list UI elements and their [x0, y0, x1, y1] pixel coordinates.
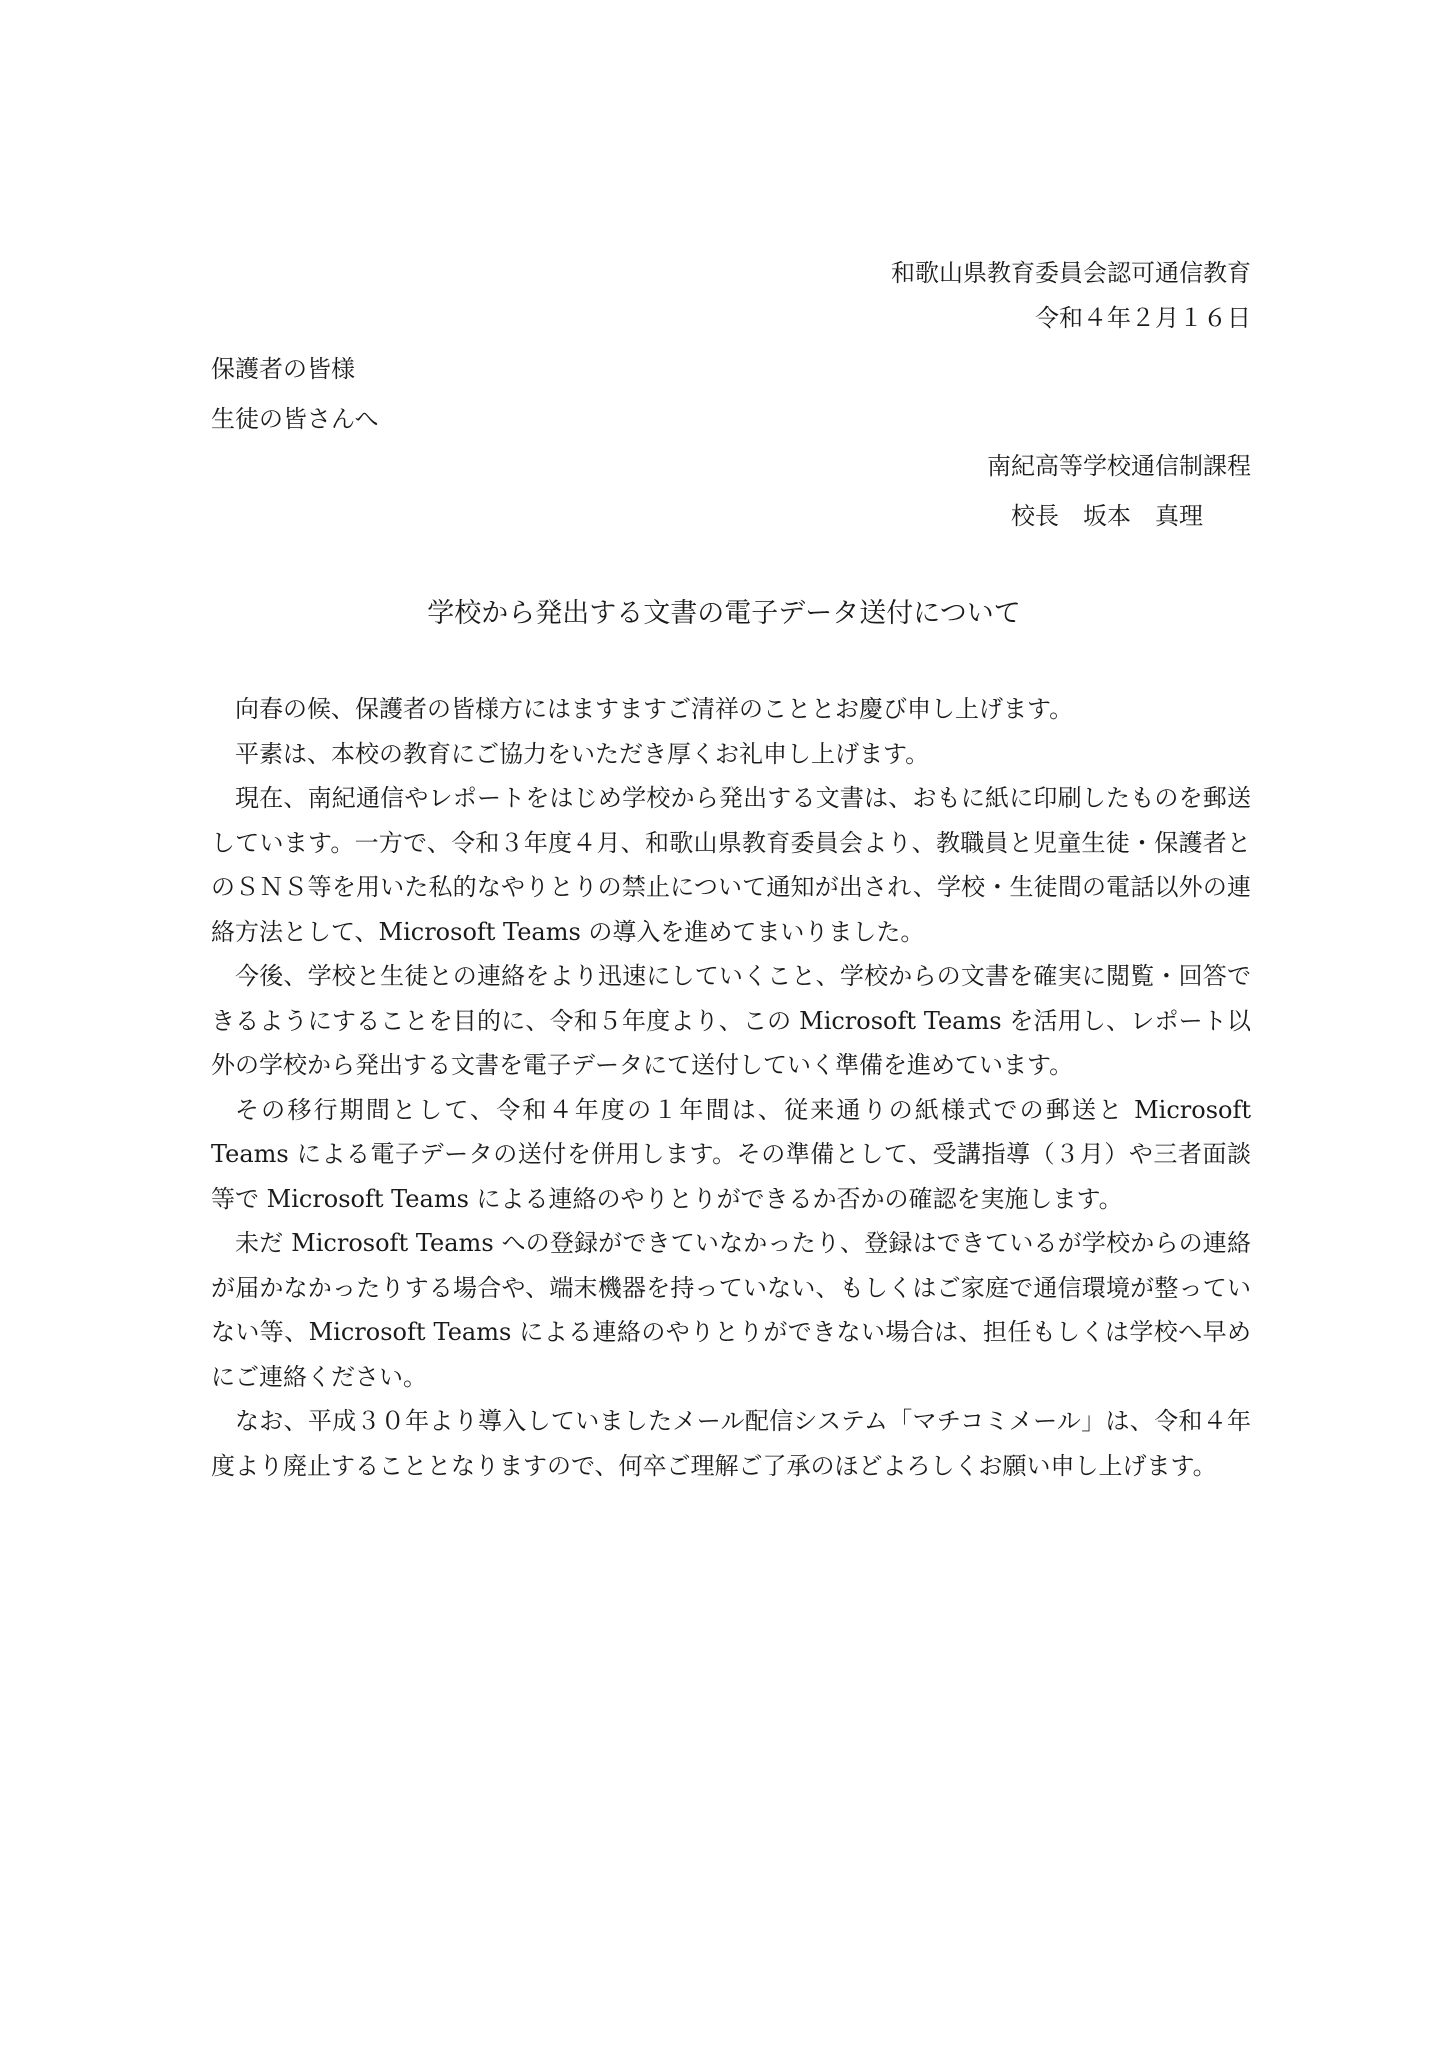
- paragraph-current-status: 現在、南紀通信やレポートをはじめ学校から発出する文書は、おもに紙に印刷したものを郵送しています。一方で、令和３年度４月、和歌山県教育委員会より、教職員と児童生徒・保護者とのＳＮＳ等を用いた私的なやりとりの禁止について通知が出され、学校・生徒間の電話以外の連絡方法として、Microsoft Teams の導入を進めてまいりました。: [211, 784, 1251, 946]
- document-body: [211, 687, 1251, 1488]
- issue-date: 令和４年２月１６日: [1035, 304, 1251, 332]
- paragraph-thanks: 平素は、本校の教育にご協力をいただき厚くお礼申し上げます。: [235, 739, 930, 768]
- sender-principal: 校長 坂本 真理: [1011, 502, 1203, 530]
- paragraph-contact-request: 未だ Microsoft Teams への登録ができていなかったり、登録はできているが学校からの連絡が届かなかったりする場合や、端末機器を持っていない、もしくはご家庭で通信環境が整っていない等、Microsoft Teams による連絡のやりとりができない場合は、担任もしくは学校へ早めにご連絡ください。: [211, 1229, 1251, 1391]
- paragraph-greeting: 向春の候、保護者の皆様方にはますますご清祥のこととお慶び申し上げます。: [235, 695, 1074, 723]
- issuer-authority: 和歌山県教育委員会認可通信教育: [891, 259, 1251, 287]
- recipient-students: 生徒の皆さんへ: [211, 405, 379, 433]
- recipient-parents: 保護者の皆様: [211, 355, 355, 383]
- paragraph-transition-period: その移行期間として、令和４年度の１年間は、従来通りの紙様式での郵送と Microsoft Teams による電子データの送付を併用します。その準備として、受講指導（３月）や三者面談等で Microsoft Teams による連絡のやりとりができるか否かの確認を実施します。: [211, 1095, 1251, 1213]
- paragraph-mail-discontinuation: なお、平成３０年より導入していましたメール配信システム「マチコミメール」は、令和４年度より廃止することとなりますので、何卒ご理解ご了承のほどよろしくお願い申し上げます。: [211, 1407, 1251, 1480]
- paragraph-future-plan: 今後、学校と生徒との連絡をより迅速にしていくこと、学校からの文書を確実に閲覧・回答できるようにすることを目的に、令和５年度より、この Microsoft Teams を活用し、レポート以外の学校から発出する文書を電子データにて送付していく準備を進めています。: [211, 962, 1251, 1079]
- document-title: 学校から発出する文書の電子データ送付について: [427, 598, 1021, 629]
- sender-school: 南紀高等学校通信制課程: [987, 452, 1251, 480]
